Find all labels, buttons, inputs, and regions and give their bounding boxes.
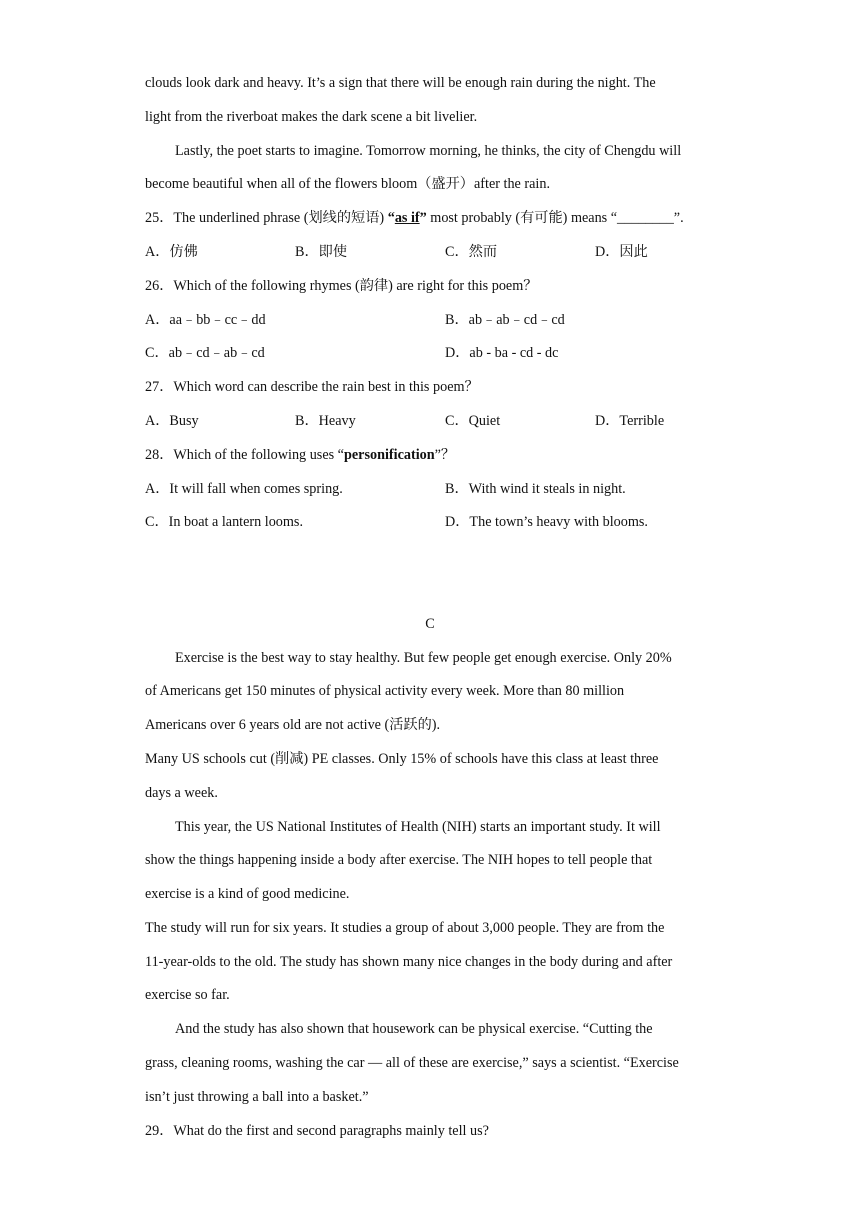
section-heading: C xyxy=(425,616,435,632)
passage-line: Lastly, the poet starts to imagine. Tomorrow morning, he thinks, the city of Chengdu will xyxy=(175,143,682,159)
question-28-keyword: personification xyxy=(343,447,435,463)
passage-line: Exercise is the best way to stay healthy. But few people get enough exercise. Only 20% xyxy=(175,650,672,666)
open-quote: “ xyxy=(387,210,395,226)
passage-line: days a week. xyxy=(145,785,218,801)
option-a[interactable]: A．Busy xyxy=(145,413,199,429)
underlined-phrase: as if xyxy=(394,210,420,226)
question-27: 27．Which word can describe the rain best in this poem？ xyxy=(145,379,479,395)
option-d[interactable]: D．因此 xyxy=(595,244,648,260)
passage-line: of Americans get 150 minutes of physical activity every week. More than 80 million xyxy=(145,683,625,699)
option-d[interactable]: D．ab - ba - cd - dc xyxy=(445,345,559,361)
option-b[interactable]: B．With wind it steals in night. xyxy=(445,481,626,497)
passage-line: The study will run for six years. It studies a group of about 3,000 people. They are from the xyxy=(145,920,665,936)
option-c[interactable]: C．Quiet xyxy=(445,413,501,429)
passage-line: 11-year-olds to the old. The study has shown many nice changes in the body during and after xyxy=(145,954,673,970)
option-b[interactable]: B．Heavy xyxy=(295,413,356,429)
option-d[interactable]: D．The town’s heavy with blooms. xyxy=(445,514,648,530)
passage-line: isn’t just throwing a ball into a basket.” xyxy=(145,1089,369,1105)
question-28-post: ”？ xyxy=(434,447,456,463)
passage-line: exercise so far. xyxy=(145,987,230,1003)
question-25-post: most probably (有可能) means “________”. xyxy=(426,210,684,226)
passage-line: grass, cleaning rooms, washing the car — all of these are exercise,” says a scientist. “Exercise xyxy=(145,1055,679,1071)
passage-line: Americans over 6 years old are not active (活跃的). xyxy=(145,717,441,733)
passage-line: light from the riverboat makes the dark scene a bit livelier. xyxy=(145,109,478,125)
question-25 xyxy=(145,209,684,227)
question-25-pre: 25．The underlined phrase (划线的短语) xyxy=(145,210,388,226)
passage-line: become beautiful when all of the flowers bloom（盛开）after the rain. xyxy=(145,176,551,192)
question-28 xyxy=(145,446,455,464)
close-quote: ” xyxy=(419,210,427,226)
option-a[interactable]: A．仿佛 xyxy=(145,244,198,260)
option-b[interactable]: B．即使 xyxy=(295,244,348,260)
option-c[interactable]: C．ab﹣cd﹣ab﹣cd xyxy=(145,345,265,361)
option-c[interactable]: C．In boat a lantern looms. xyxy=(145,514,304,530)
option-a[interactable]: A．aa﹣bb﹣cc﹣dd xyxy=(145,312,266,328)
passage-line: And the study has also shown that housework can be physical exercise. “Cutting the xyxy=(175,1021,653,1037)
option-c[interactable]: C．然而 xyxy=(445,244,498,260)
option-a[interactable]: A．It will fall when comes spring. xyxy=(145,481,343,497)
option-d[interactable]: D．Terrible xyxy=(595,413,665,429)
passage-line: Many US schools cut (削减) PE classes. Only 15% of schools have this class at least three xyxy=(145,751,659,767)
question-29: 29．What do the first and second paragraphs mainly tell us? xyxy=(145,1123,489,1139)
passage-line: exercise is a kind of good medicine. xyxy=(145,886,350,902)
question-25-phrase-quoted xyxy=(388,210,427,226)
passage-line: show the things happening inside a body after exercise. The NIH hopes to tell people that xyxy=(145,852,653,868)
passage-line: This year, the US National Institutes of Health (NIH) starts an important study. It will xyxy=(175,819,661,835)
option-b[interactable]: B．ab﹣ab﹣cd﹣cd xyxy=(445,312,565,328)
question-28-pre: 28．Which of the following uses “ xyxy=(145,447,344,463)
question-26: 26．Which of the following rhymes (韵律) are right for this poem？ xyxy=(145,278,538,294)
passage-line: clouds look dark and heavy. It’s a sign that there will be enough rain during the night. The xyxy=(145,75,656,91)
